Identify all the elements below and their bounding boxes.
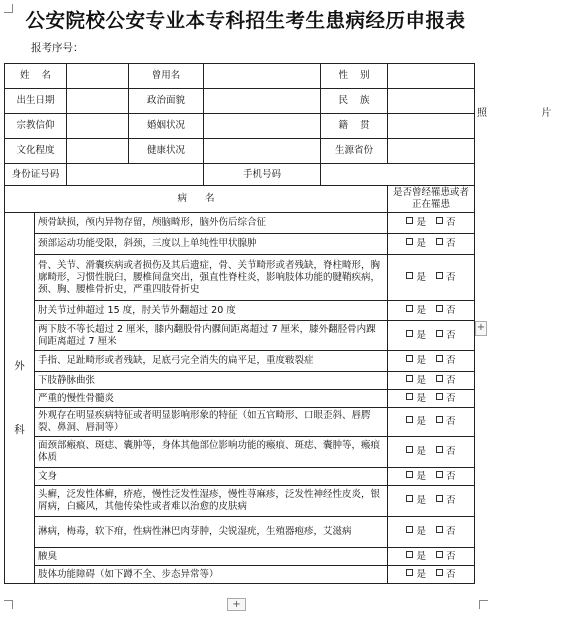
yes-no-options xyxy=(388,351,475,372)
answer-header: 是否曾经罹患或者正在罹患 xyxy=(388,186,475,213)
health-label: 健康状况 xyxy=(129,139,204,164)
no-checkbox[interactable] xyxy=(436,355,456,367)
disease-name: 肢体功能障碍（如下蹲不全、步态异常等） xyxy=(35,566,388,584)
disease-row xyxy=(5,255,475,301)
disease-row xyxy=(5,234,475,255)
yes-no-options xyxy=(388,234,475,255)
checkbox-square-icon xyxy=(436,375,443,382)
disease-name-header: 病 名 xyxy=(5,186,388,213)
political-status-label: 政治面貌 xyxy=(129,89,204,114)
checkbox-square-icon xyxy=(436,217,443,224)
checkbox-square-icon xyxy=(436,446,443,453)
disease-row xyxy=(5,517,475,548)
yes-label: 是 xyxy=(416,217,426,228)
no-checkbox[interactable] xyxy=(436,551,456,563)
checkbox-square-icon xyxy=(406,355,413,362)
checkbox-square-icon xyxy=(436,393,443,400)
disease-row xyxy=(5,390,475,408)
no-checkbox[interactable] xyxy=(436,526,456,538)
checkbox-square-icon xyxy=(436,569,443,576)
department-label xyxy=(5,213,35,584)
checkbox-square-icon xyxy=(436,551,443,558)
checkbox-square-icon xyxy=(406,526,413,533)
disease-name: 手指、足趾畸形或者残缺，足底弓完全消失的扁平足，重度皲裂症 xyxy=(35,351,388,372)
yes-label: 是 xyxy=(416,392,426,404)
yes-no-options xyxy=(388,566,475,584)
yes-checkbox[interactable] xyxy=(406,416,426,428)
disease-row xyxy=(5,548,475,566)
checkbox-square-icon xyxy=(406,272,413,279)
disease-name: 外观存在明显疾病特征或者明显影响形象的特征（如五官畸形、口眼歪斜、唇腭裂、鼻洞、唇洞等） xyxy=(35,408,388,437)
yes-label: 是 xyxy=(416,329,426,341)
add-column-button[interactable]: + xyxy=(475,321,487,336)
no-checkbox[interactable] xyxy=(436,446,456,458)
yes-label: 是 xyxy=(416,374,426,386)
disease-name: 两下肢不等长超过 2 厘米，膝内翻股骨内髁间距离超过 7 厘米，膝外翻胫骨内踝间距离超过 7 厘米 xyxy=(35,321,388,351)
checkbox-square-icon xyxy=(406,375,413,382)
yes-label: 是 xyxy=(416,495,426,506)
disease-name: 文身 xyxy=(35,468,388,486)
yes-checkbox[interactable] xyxy=(406,305,426,317)
no-label: 否 xyxy=(446,446,456,457)
no-label: 否 xyxy=(446,416,456,427)
yes-no-options xyxy=(388,372,475,390)
no-label: 否 xyxy=(446,526,456,537)
former-name-label: 曾用名 xyxy=(129,64,204,89)
no-label: 否 xyxy=(446,355,456,366)
no-checkbox[interactable] xyxy=(436,569,456,581)
no-checkbox[interactable] xyxy=(436,393,456,405)
yes-no-options xyxy=(388,321,475,351)
yes-label: 是 xyxy=(416,238,426,249)
name-label: 姓 名 xyxy=(5,64,67,89)
checkbox-square-icon xyxy=(406,569,413,576)
no-checkbox[interactable] xyxy=(436,305,456,317)
disease-name: 肘关节过伸超过 15 度，肘关节外翻超过 20 度 xyxy=(35,301,388,321)
yes-label: 是 xyxy=(416,470,426,482)
phone-label: 手机号码 xyxy=(204,164,321,186)
add-row-button[interactable]: + xyxy=(227,598,246,611)
no-checkbox[interactable] xyxy=(436,272,456,284)
checkbox-square-icon xyxy=(406,551,413,558)
ethnicity-label: 民 族 xyxy=(321,89,388,114)
form-title: 公安院校公安专业本专科招生考生患病经历申报表 xyxy=(25,9,466,32)
no-label: 否 xyxy=(446,374,456,386)
yes-no-options xyxy=(388,390,475,408)
disease-name: 颅骨缺损，颅内异物存留，颅脑畸形，脑外伤后综合征 xyxy=(35,213,388,234)
checkbox-square-icon xyxy=(406,446,413,453)
religion-field[interactable] xyxy=(67,114,129,139)
yes-no-options xyxy=(388,255,475,301)
yes-checkbox[interactable] xyxy=(406,471,426,483)
yes-label: 是 xyxy=(416,304,426,316)
ethnicity-field[interactable] xyxy=(388,89,475,114)
yes-label: 是 xyxy=(416,446,426,457)
yes-no-options xyxy=(388,213,475,234)
disease-name: 骨、关节、滑囊疾病或者损伤及其后遗症，骨、关节畸形或者残缺，脊柱畸形，胸廓畸形，习惯性脱臼，腰椎间盘突出，强直性脊柱炎，影响肢体功能的腱鞘疾病，颈、胸、腰椎骨折史，严重四肢骨折史 xyxy=(35,255,388,301)
id-number-label: 身份证号码 xyxy=(5,164,67,186)
origin-province-label: 生源省份 xyxy=(321,139,388,164)
declaration-form xyxy=(4,63,567,584)
yes-label: 是 xyxy=(416,355,426,366)
no-label: 否 xyxy=(446,271,456,283)
checkbox-square-icon xyxy=(436,272,443,279)
yes-checkbox[interactable] xyxy=(406,446,426,458)
disease-row xyxy=(5,351,475,372)
checkbox-square-icon xyxy=(406,471,413,478)
phone-field[interactable] xyxy=(321,164,475,186)
disease-list xyxy=(5,213,475,584)
birth-date-field[interactable] xyxy=(67,89,129,114)
yes-checkbox[interactable] xyxy=(406,217,426,229)
checkbox-square-icon xyxy=(406,217,413,224)
yes-checkbox[interactable] xyxy=(406,551,426,563)
disease-row xyxy=(5,213,475,234)
yes-label: 是 xyxy=(416,550,426,562)
health-field[interactable] xyxy=(204,139,321,164)
no-checkbox[interactable] xyxy=(436,471,456,483)
yes-no-options xyxy=(388,517,475,548)
origin-province-field[interactable] xyxy=(388,139,475,164)
no-label: 否 xyxy=(446,550,456,562)
yes-checkbox[interactable] xyxy=(406,569,426,581)
yes-label: 是 xyxy=(416,526,426,537)
yes-label: 是 xyxy=(416,416,426,427)
no-checkbox[interactable] xyxy=(436,416,456,428)
yes-no-options xyxy=(388,437,475,468)
checkbox-square-icon xyxy=(436,416,443,423)
disease-row xyxy=(5,408,475,437)
checkbox-square-icon xyxy=(436,330,443,337)
religion-label: 宗教信仰 xyxy=(5,114,67,139)
disease-name: 淋病，梅毒，软下疳，性病性淋巴肉芽肿，尖锐湿疣，生殖器疱疹，艾滋病 xyxy=(35,517,388,548)
no-label: 否 xyxy=(446,568,456,580)
yes-checkbox[interactable] xyxy=(406,330,426,342)
checkbox-square-icon xyxy=(406,305,413,312)
yes-checkbox[interactable] xyxy=(406,355,426,367)
no-label: 否 xyxy=(446,238,456,249)
no-checkbox[interactable] xyxy=(436,375,456,387)
checkbox-square-icon xyxy=(436,355,443,362)
disease-row xyxy=(5,301,475,321)
yes-checkbox[interactable] xyxy=(406,495,426,507)
yes-checkbox[interactable] xyxy=(406,375,426,387)
checkbox-square-icon xyxy=(436,495,443,502)
disease-name: 头癣，泛发性体癣，疥疮，慢性泛发性湿疹，慢性荨麻疹，泛发性神经性皮炎，银屑病，白癜风，其他传染性或者难以治愈的皮肤病 xyxy=(35,486,388,517)
no-checkbox[interactable] xyxy=(436,238,456,250)
gender-field[interactable] xyxy=(388,64,475,89)
former-name-field[interactable] xyxy=(204,64,321,89)
marital-status-field[interactable] xyxy=(204,114,321,139)
gender-label: 性 别 xyxy=(321,64,388,89)
disease-row xyxy=(5,486,475,517)
no-label: 否 xyxy=(446,470,456,482)
disease-name: 严重的慢性骨髓炎 xyxy=(35,390,388,408)
disease-row xyxy=(5,468,475,486)
no-checkbox[interactable] xyxy=(436,217,456,229)
native-place-field[interactable] xyxy=(388,114,475,139)
checkbox-square-icon xyxy=(406,393,413,400)
department-char: 科 xyxy=(14,424,25,436)
page-corner-mark xyxy=(4,600,13,609)
id-number-field[interactable] xyxy=(67,164,204,186)
political-status-field[interactable] xyxy=(204,89,321,114)
page-corner-mark xyxy=(479,600,488,609)
checkbox-square-icon xyxy=(406,495,413,502)
disease-name: 下肢静脉曲张 xyxy=(35,372,388,390)
checkbox-square-icon xyxy=(436,526,443,533)
yes-no-options xyxy=(388,548,475,566)
yes-checkbox[interactable] xyxy=(406,238,426,250)
serial-number-label: 报考序号： xyxy=(31,42,84,54)
yes-label: 是 xyxy=(416,271,426,283)
yes-label: 是 xyxy=(416,568,426,580)
yes-no-options xyxy=(388,468,475,486)
checkbox-square-icon xyxy=(406,238,413,245)
marital-status-label: 婚姻状况 xyxy=(129,114,204,139)
department-char: 外 xyxy=(14,360,25,372)
no-label: 否 xyxy=(446,217,456,228)
disease-row xyxy=(5,372,475,390)
no-checkbox[interactable] xyxy=(436,495,456,507)
no-label: 否 xyxy=(446,495,456,506)
yes-no-options xyxy=(388,408,475,437)
checkbox-square-icon xyxy=(436,238,443,245)
disease-name: 颈部运动功能受限，斜颈，三度以上单纯性甲状腺肿 xyxy=(35,234,388,255)
name-field[interactable] xyxy=(67,64,129,89)
checkbox-square-icon xyxy=(406,416,413,423)
form-table: 姓 名 曾用名 性 别 照 片 出生日期 政治面貌 民 族 宗教信仰 婚姻状况 籍 贯 文化程度 健康状况 生源省份 身份证号码 手机号码 病 名 是否曾经罹患或者正在罹患 外 科 颅骨缺损，颅内异物存留，颅脑畸形，脑外伤后综合征 是 否 颈部运动功能受限，斜颈，三度以上单纯性甲状腺肿 是 否 骨、关节、滑囊疾病或者损伤及其后遗症，骨、关节畸形或者残缺，脊柱畸形，胸廓畸形，习惯性脱臼，腰椎间盘突出，强直性脊柱炎，影响肢体功能的腱鞘疾病，颈、胸、腰椎骨折史，严重四肢骨折史 是 否 肘关节过伸超过 15 度，肘关节外翻超过 20 度 是 否 两下肢不等长超过 2 厘米，膝内翻股骨内髁间距离超过 7 厘米，膝外翻胫骨内踝间距离超过 7 厘米 是 否 手指、足趾畸形或者残缺，足底弓完全消失的扁平足，重度皲裂症 是 否 下肢静脉曲张 是 否 严重的慢性骨髓炎 是 否 外观存在明显疾病特征或者明显影响形象的特征（如五官畸形、口眼歪斜、唇腭裂、鼻洞、唇洞等） 是 否 面颈部瘢痕、斑痣、囊肿等，身体其他部位影响功能的瘢痕、斑痣、囊肿等，瘢痕体质 是 否 文身 是 否 头癣，泛发性体癣，疥疮，慢性泛发性湿疹，慢性荨麻疹，泛发性神经性皮炎，银屑病，白癜风，其他传染性或者难以治愈的皮肤病 是 否 淋病，梅毒，软下疳，性病性淋巴肉芽肿，尖锐湿疣，生殖器疱疹，艾滋病 是 否 腋臭 是 否 肢体功能障碍（如下蹲不全、步态异常等） 是 否 xyxy=(4,63,475,584)
checkbox-square-icon xyxy=(436,305,443,312)
disease-name: 腋臭 xyxy=(35,548,388,566)
yes-checkbox[interactable] xyxy=(406,393,426,405)
yes-checkbox[interactable] xyxy=(406,526,426,538)
disease-name: 面颈部瘢痕、斑痣、囊肿等，身体其他部位影响功能的瘢痕、斑痣、囊肿等，瘢痕体质 xyxy=(35,437,388,468)
disease-row xyxy=(5,566,475,584)
checkbox-square-icon xyxy=(406,330,413,337)
yes-checkbox[interactable] xyxy=(406,272,426,284)
disease-row xyxy=(5,437,475,468)
disease-row xyxy=(5,321,475,351)
yes-no-options xyxy=(388,486,475,517)
no-label: 否 xyxy=(446,392,456,404)
no-checkbox[interactable] xyxy=(436,330,456,342)
checkbox-square-icon xyxy=(436,471,443,478)
birth-date-label: 出生日期 xyxy=(5,89,67,114)
yes-no-options xyxy=(388,301,475,321)
education-label: 文化程度 xyxy=(5,139,67,164)
education-field[interactable] xyxy=(67,139,129,164)
no-label: 否 xyxy=(446,304,456,316)
no-label: 否 xyxy=(446,329,456,341)
native-place-label: 籍 贯 xyxy=(321,114,388,139)
